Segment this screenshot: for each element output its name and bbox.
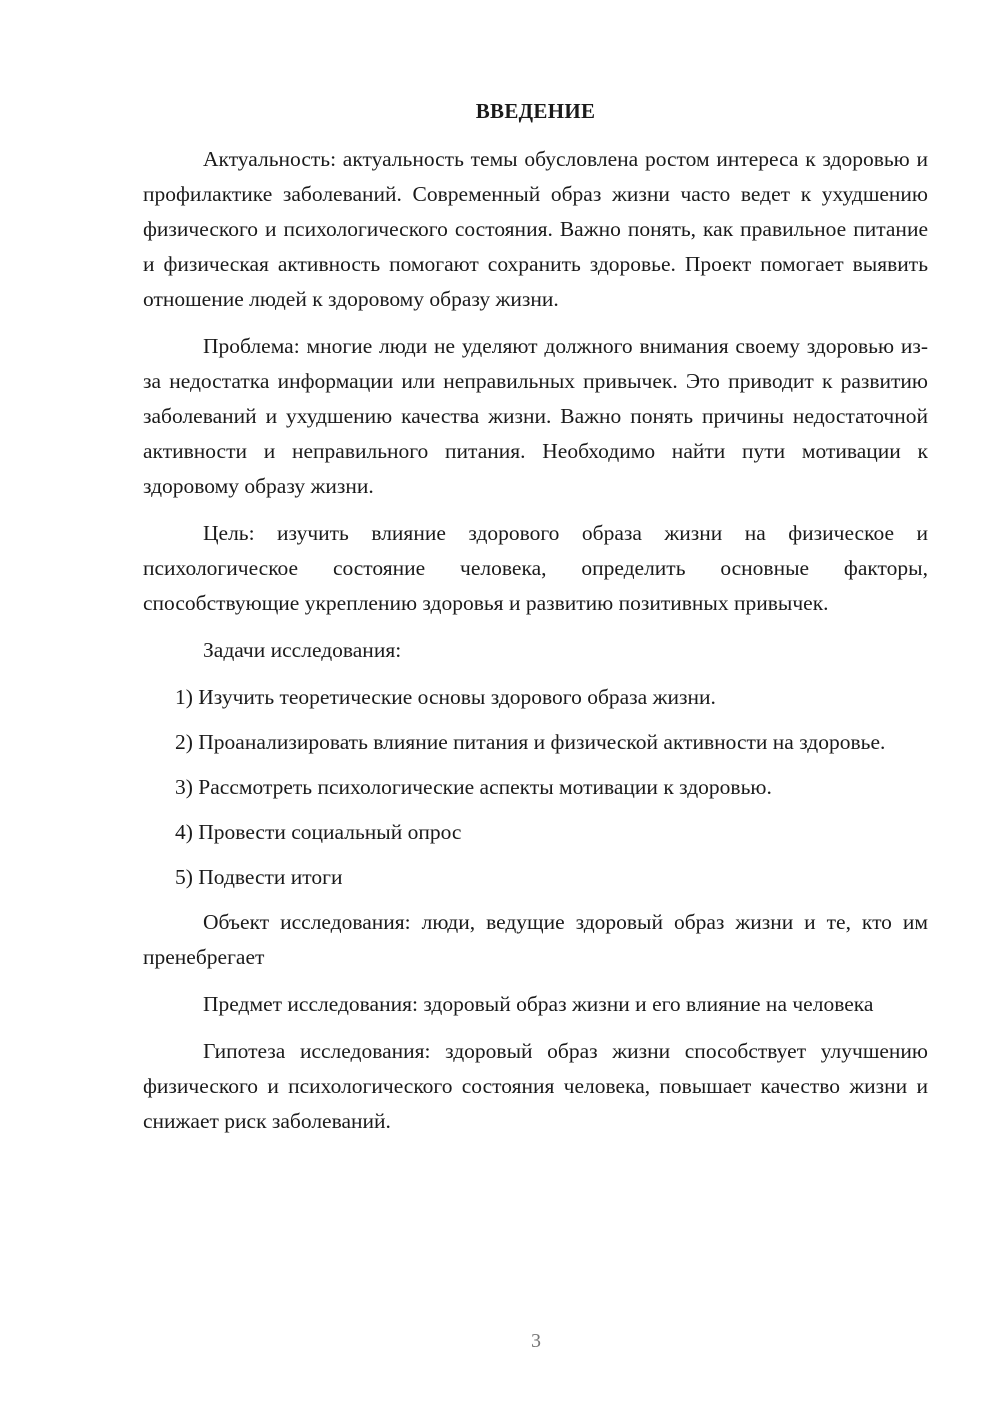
object-paragraph: Объект исследования: люди, ведущие здоровый образ жизни и те, кто им пренебрегает	[143, 910, 928, 969]
page-number: 3	[531, 1330, 541, 1352]
page-content	[143, 94, 928, 1151]
hypothesis-paragraph: Гипотеза исследования: здоровый образ жизни способствует улучшению физического и психологического состояния человека, повышает качество жизни и снижает риск заболеваний.	[143, 1039, 928, 1133]
section-heading: ВВЕДЕНИЕ	[475, 99, 596, 123]
task-item-3: 3) Рассмотреть психологические аспекты мотивации к здоровью.	[175, 775, 772, 799]
task-item-5: 5) Подвести итоги	[175, 865, 343, 889]
task-item-1: 1) Изучить теоретические основы здорового образа жизни.	[175, 685, 716, 709]
task-item-4: 4) Провести социальный опрос	[175, 820, 462, 844]
tasks-list	[143, 680, 928, 895]
subject-paragraph: Предмет исследования: здоровый образ жизни и его влияние на человека	[203, 992, 874, 1016]
problem-paragraph: Проблема: многие люди не уделяют должного внимания своему здоровью из-за недостатка информации или неправильных привычек. Это приводит к развитию заболеваний и ухудшению качества жизни. Важно понять причины недостаточной активности и неправильного питания. Необходимо найти пути мотивации к здоровому образу жизни.	[143, 334, 928, 498]
relevance-paragraph: Актуальность: актуальность темы обусловлена ростом интереса к здоровью и профилактике заболеваний. Современный образ жизни часто ведет к ухудшению физического и психологического состояния. Важно понять, как правильное питание и физическая активность помогают сохранить здоровье. Проект помогает выявить отношение людей к здоровому образу жизни.	[143, 147, 928, 311]
task-item-2: 2) Проанализировать влияние питания и физической активности на здоровье.	[175, 730, 886, 754]
goal-paragraph: Цель: изучить влияние здорового образа жизни на физическое и психологическое состояние человека, определить основные факторы, способствующие укреплению здоровья и развитию позитивных привычек.	[143, 521, 928, 615]
tasks-title: Задачи исследования:	[203, 638, 402, 662]
